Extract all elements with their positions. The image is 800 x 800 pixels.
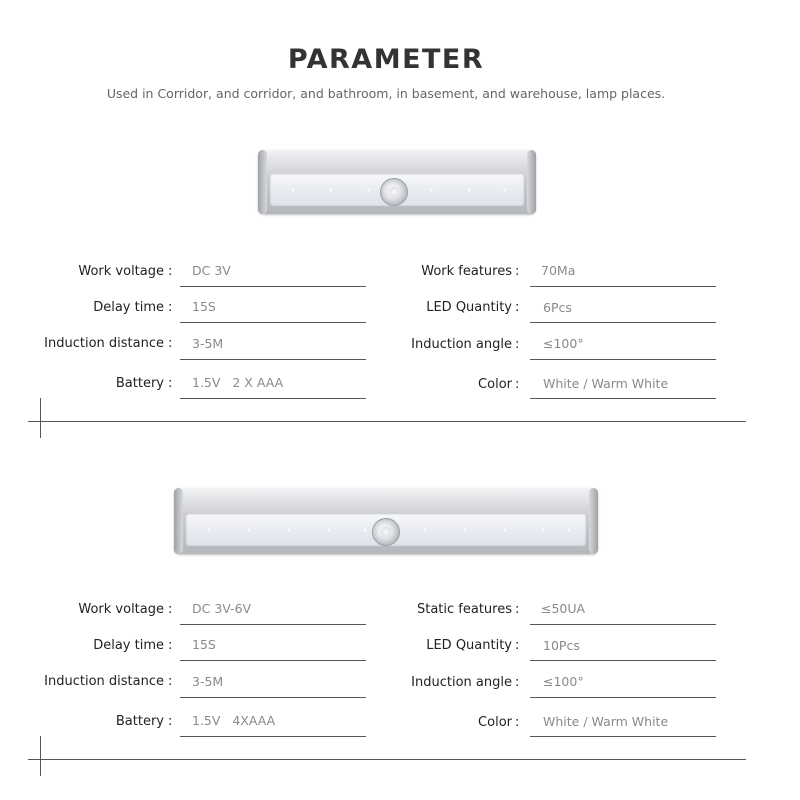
spec-label: Work voltage xyxy=(78,264,164,279)
led-dot xyxy=(466,187,472,193)
led-dot xyxy=(362,527,368,533)
spec-label: Battery xyxy=(115,376,164,391)
led-dot xyxy=(366,187,372,193)
spec-underline xyxy=(530,660,716,661)
spec-separator: : xyxy=(168,674,173,689)
spec-underline xyxy=(530,624,716,625)
spec-value: 1.5V 4XAAA xyxy=(192,713,276,728)
product-image-6-led-bar xyxy=(258,150,536,214)
spec-underline xyxy=(180,398,366,399)
product-image-10-led-bar xyxy=(174,488,598,554)
spec-separator: : xyxy=(168,602,173,617)
end-cap-left xyxy=(174,488,183,554)
spec-separator: : xyxy=(168,714,173,729)
section-divider xyxy=(28,421,746,422)
spec-underline xyxy=(180,286,366,287)
end-cap-right xyxy=(589,488,598,554)
spec-underline xyxy=(180,660,366,661)
spec-value: 1.5V 2 X AAA xyxy=(192,375,284,390)
spec-underline xyxy=(180,359,366,360)
spec-label: Static features xyxy=(416,602,512,617)
spec-underline xyxy=(530,697,716,698)
spec-underline xyxy=(530,736,716,737)
spec-separator: : xyxy=(168,376,173,391)
spec-separator: : xyxy=(515,675,520,690)
led-dot xyxy=(328,187,334,193)
spec-label: LED Quantity xyxy=(426,638,512,653)
spec-value: DC 3V-6V xyxy=(192,601,252,616)
spec-value: ≤100° xyxy=(543,674,584,689)
spec-label: Work voltage xyxy=(78,602,164,617)
led-dot xyxy=(502,527,508,533)
page-subtitle: Used in Corridor, and corridor, and bathroom, in basement, and warehouse, lamp places. xyxy=(106,86,666,101)
end-cap-left xyxy=(258,150,267,214)
spec-label: Induction angle xyxy=(411,675,512,690)
spec-value: 15S xyxy=(192,299,216,314)
spec-value: ≤50UA xyxy=(541,601,586,616)
spec-label: Induction distance xyxy=(44,336,164,351)
led-dot xyxy=(290,187,296,193)
spec-value: 3-5M xyxy=(192,336,224,351)
section-divider-tick xyxy=(40,736,41,776)
led-dot xyxy=(422,527,428,533)
spec-label: Battery xyxy=(115,714,164,729)
page-title: PARAMETER xyxy=(287,44,485,75)
led-dot xyxy=(246,527,252,533)
spec-separator: : xyxy=(168,336,173,351)
led-dot xyxy=(428,187,434,193)
spec-label: Color xyxy=(478,715,512,730)
led-dot xyxy=(286,527,292,533)
spec-value: ≤100° xyxy=(543,336,584,351)
spec-separator: : xyxy=(515,300,520,315)
spec-value: DC 3V xyxy=(192,263,231,278)
spec-value: 70Ma xyxy=(541,263,576,278)
spec-underline xyxy=(530,359,716,360)
spec-value: White / Warm White xyxy=(543,714,669,729)
spec-underline xyxy=(530,398,716,399)
spec-separator: : xyxy=(168,300,173,315)
spec-value: 6Pcs xyxy=(543,300,572,315)
section-divider xyxy=(28,759,746,760)
spec-separator: : xyxy=(515,602,520,617)
led-dot xyxy=(462,527,468,533)
spec-underline xyxy=(180,697,366,698)
spec-underline xyxy=(180,736,366,737)
spec-value: White / Warm White xyxy=(543,376,669,391)
motion-sensor-icon xyxy=(380,178,408,206)
spec-separator: : xyxy=(515,638,520,653)
spec-separator: : xyxy=(168,264,173,279)
spec-value: 3-5M xyxy=(192,674,224,689)
spec-value: 15S xyxy=(192,637,216,652)
spec-label: Delay time xyxy=(93,300,164,315)
spec-label: Color xyxy=(478,377,512,392)
spec-underline xyxy=(180,322,366,323)
spec-separator: : xyxy=(515,377,520,392)
motion-sensor-icon xyxy=(372,518,400,546)
spec-separator: : xyxy=(168,638,173,653)
end-cap-right xyxy=(527,150,536,214)
spec-separator: : xyxy=(515,337,520,352)
led-dot xyxy=(206,527,212,533)
spec-underline xyxy=(530,322,716,323)
spec-label: Induction distance xyxy=(44,674,164,689)
led-dot xyxy=(566,527,572,533)
spec-separator: : xyxy=(515,264,520,279)
spec-value: 10Pcs xyxy=(543,638,580,653)
spec-label: Induction angle xyxy=(411,337,512,352)
spec-separator: : xyxy=(515,715,520,730)
spec-label: Delay time xyxy=(93,638,164,653)
spec-underline xyxy=(530,286,716,287)
spec-label: Work features xyxy=(421,264,512,279)
spec-label: LED Quantity xyxy=(426,300,512,315)
section-divider-tick xyxy=(40,398,41,438)
led-dot xyxy=(540,527,546,533)
led-dot xyxy=(326,527,332,533)
led-dot xyxy=(502,187,508,193)
spec-underline xyxy=(180,624,366,625)
